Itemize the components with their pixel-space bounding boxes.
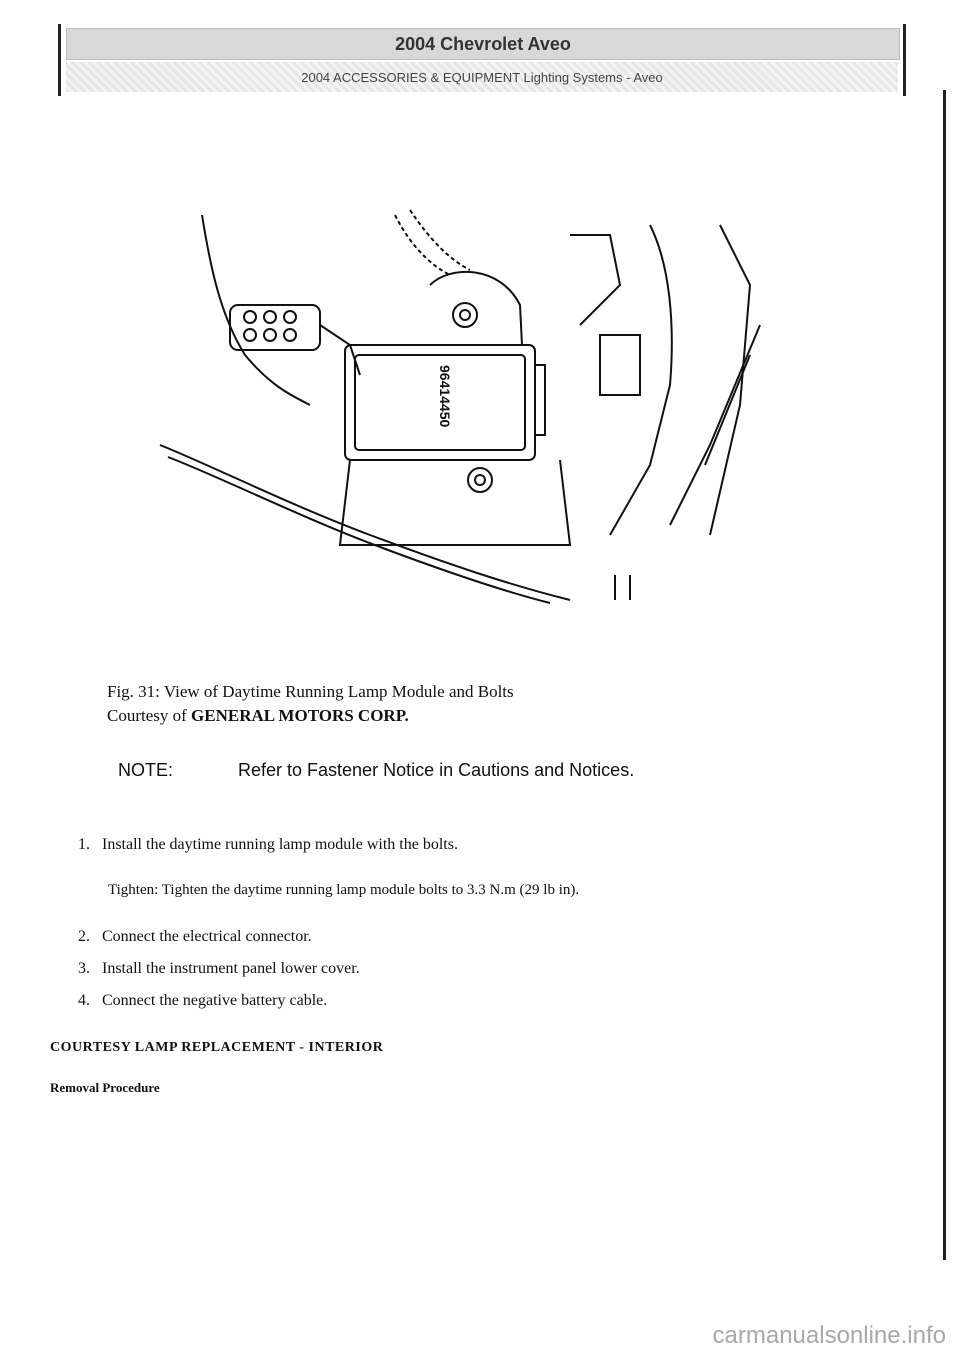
document-subtitle: 2004 ACCESSORIES & EQUIPMENT Lighting Systems - Aveo [66,62,898,92]
step-text: Install the daytime running lamp module with the bolts. [102,836,458,853]
step-text: Install the instrument panel lower cover. [102,960,360,977]
step-4 [78,992,327,1010]
figure-caption-text: Fig. 31: View of Daytime Running Lamp Module and Bolts [107,682,514,701]
step-text: Connect the negative battery cable. [102,992,328,1009]
module-part-number: 96414450 [437,365,453,428]
courtesy-prefix: Courtesy of [107,706,192,725]
header-right-rule [903,24,906,96]
section-subheading: Removal Procedure [50,1080,160,1095]
page-right-rule [943,90,946,1260]
tighten-label: Tighten: [108,882,159,898]
note-label: NOTE: [118,760,174,780]
step-number: 3. [78,960,90,977]
tighten-spec [108,882,579,899]
courtesy-line [107,704,514,728]
section-heading: COURTESY LAMP REPLACEMENT - INTERIOR [50,1040,384,1055]
document-title: 2004 Chevrolet Aveo [66,28,900,60]
note-text: Refer to Fastener Notice in Cautions and Notices. [238,760,635,780]
tighten-text: Tighten the daytime running lamp module bolts to 3.3 N.m (29 lb in). [158,882,580,898]
page-header [58,24,906,96]
step-text: Connect the electrical connector. [102,928,312,945]
watermark: carmanualsonline.info [712,1322,946,1349]
step-number: 4. [78,992,90,1009]
drl-module-illustration [150,205,770,605]
courtesy-company: GENERAL MOTORS CORP. [191,706,409,725]
step-number: 1. [78,836,90,853]
header-left-rule [58,24,61,96]
step-1 [78,836,458,854]
figure-caption [107,680,514,728]
note-block [118,757,698,783]
step-number: 2. [78,928,90,945]
step-3 [78,960,360,978]
step-2 [78,928,312,946]
